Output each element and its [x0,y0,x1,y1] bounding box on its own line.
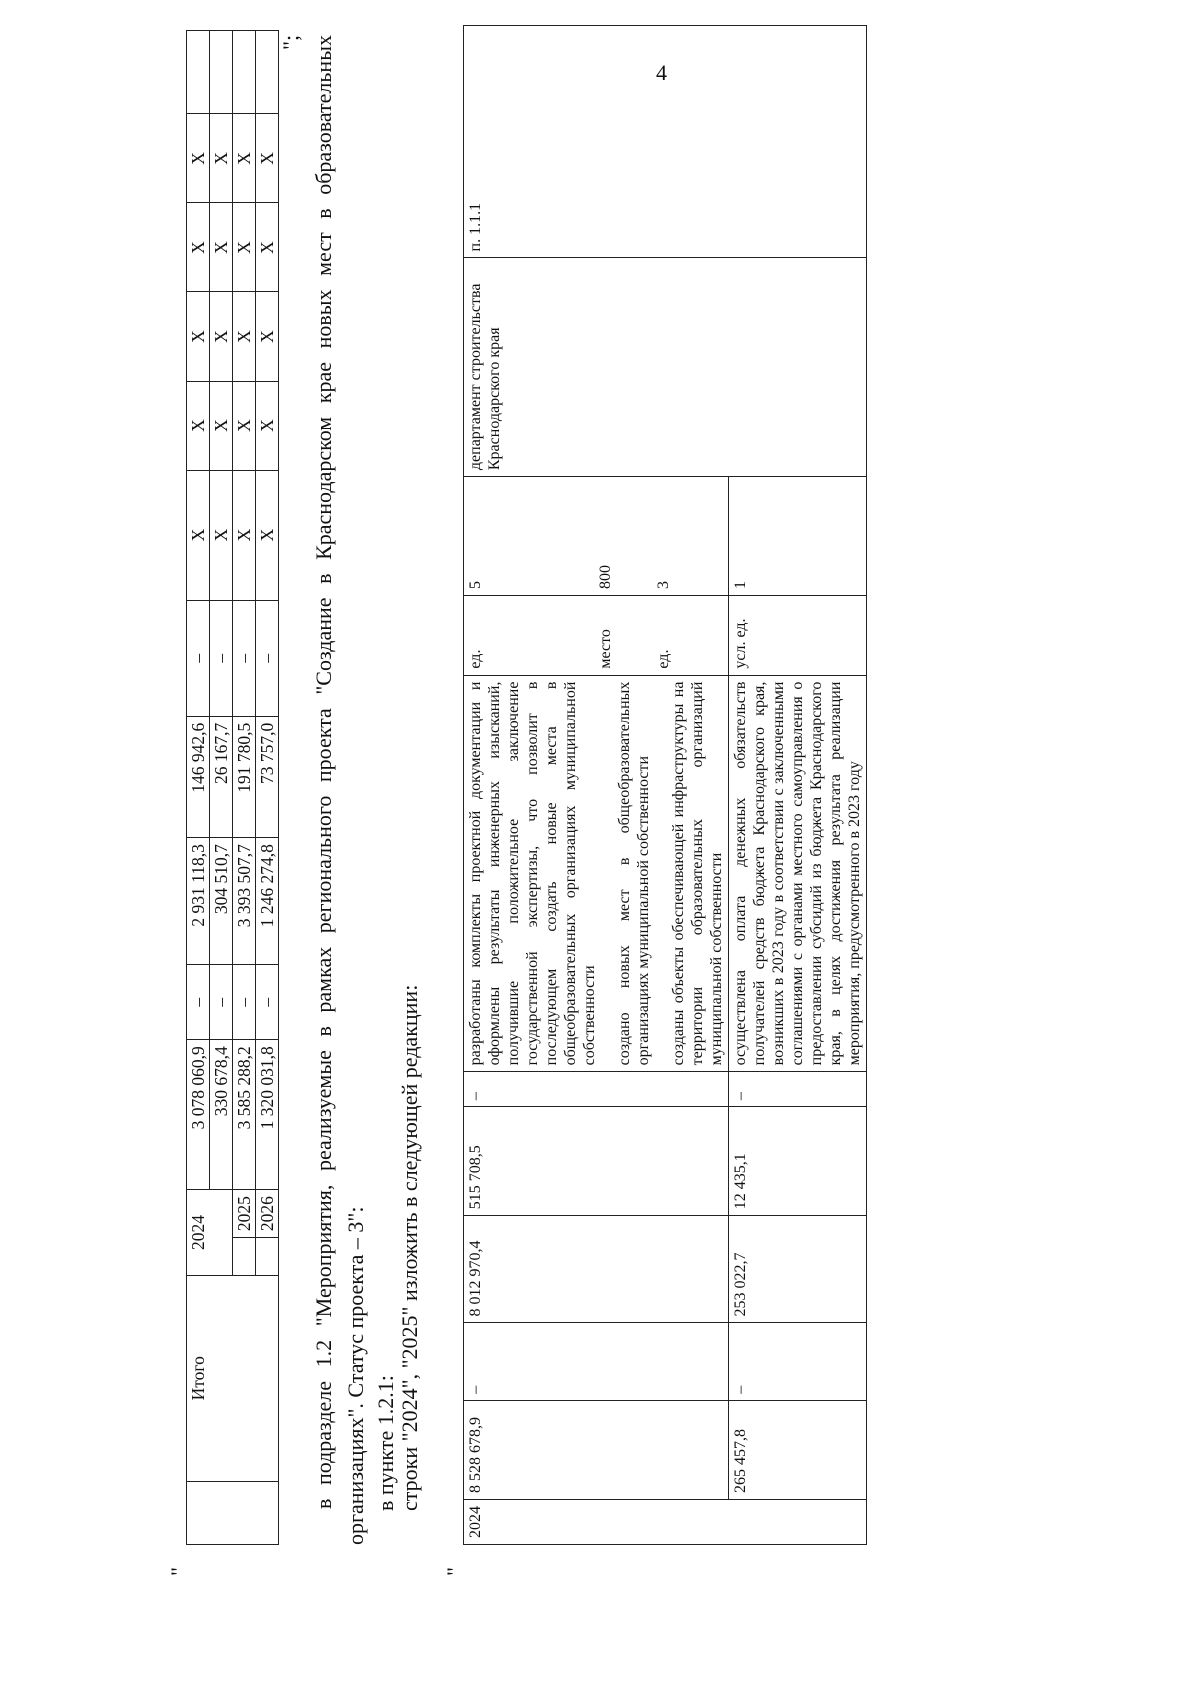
results-cell [464,675,729,1072]
mun-cell: 146 942,6 [187,716,210,837]
quote-open-top: " [166,1567,191,1576]
bottom-table [463,25,867,1545]
x-cell: X [256,292,279,381]
mun-cell: 515 708,5 [464,1107,729,1216]
rows-line: строки "2024", "2025" изложить в следующей редакции: [397,984,422,1511]
reg-cell: 1 246 274,8 [256,838,279,965]
x-cell: X [256,203,279,292]
reference-cell: п. 1.1.1 [464,26,867,258]
x-cell: X [187,470,210,600]
fed-cell: – [256,965,279,1040]
unit-value: место [597,629,614,669]
x-cell: X [233,470,256,600]
mun-cell: 12 435,1 [729,1107,867,1216]
fed-cell: – [210,965,233,1040]
total-cell: 1 320 031,8 [256,1040,279,1190]
x-cell: X [187,292,210,381]
x-cell: X [233,203,256,292]
x-cell: X [187,203,210,292]
year-cell: 2024 [464,1500,867,1545]
result-text: создано новых мест в общеобразовательных организациях муниципальной собственности [616,681,652,1066]
quote-open-bottom: " [442,1567,467,1576]
mun-cell: 26 167,7 [210,716,233,837]
reg-cell: 304 510,7 [210,838,233,965]
empty-cell [256,31,279,114]
executor-cell: департамент строительства Краснодарского края [464,258,867,477]
year-cell: 2026 [256,1190,279,1238]
paragraph-section-1-2: в подразделе 1.2 "Мероприятия, реализуемые в рамках регионального проекта "Создание в Краснодарском крае новых мест в образовательных организациях". Статус проекта – 3": [311,35,368,1545]
rotated-content [166,0,1200,1580]
itogo-label: Итого [187,1275,279,1481]
value-cell: 1 [729,477,867,596]
other-cell: – [187,600,210,716]
x-cell: X [256,381,279,470]
empty-cell [210,31,233,114]
x-cell: X [210,381,233,470]
unit-value: ед. [467,649,484,669]
empty-cell [233,31,256,114]
x-cell: X [187,114,210,203]
fed-cell: – [729,1323,867,1400]
reg-cell: 3 393 507,7 [233,838,256,965]
empty-cell [256,1238,279,1276]
top-table [186,30,279,1545]
other-cell: – [256,600,279,716]
mun-cell: 191 780,5 [233,716,256,837]
total-cell: 330 678,4 [210,1040,233,1190]
total-cell: 265 457,8 [729,1400,867,1499]
x-cell: X [210,203,233,292]
mun-cell: 73 757,0 [256,716,279,837]
point-line: в пункте 1.2.1: [373,1375,398,1511]
reg-cell: 8 012 970,4 [464,1216,729,1323]
x-cell: X [210,470,233,600]
total-cell: 3 078 060,9 [187,1040,210,1190]
empty-cell [187,31,210,114]
value-cell [464,477,729,596]
year-cell: 2024 [187,1190,233,1276]
reg-cell: 2 931 118,3 [187,838,210,965]
result-text: осуществлена оплата денежных обязательств получателей средств бюджета Краснодарского края, возникших в 2023 году в соответствии с заключенными соглашениями с органами местного самоуправления о предоставлении субсидий из бюджета Краснодарского края, в целях достижения результата реализации мероприятия, предусмотренного в 2023 году [729,675,867,1072]
page-number: 4 [656,60,667,85]
x-cell: X [233,114,256,203]
x-cell: X [233,292,256,381]
total-cell: 3 585 288,2 [233,1040,256,1190]
result-text: разработаны комплекты проектной документации и оформлены результаты инженерных изысканий, получившие положительное заключение государственной экспертизы, что позволит в последующем создать новые места в общеобразовательных организациях муниципальной собственности [467,681,598,1066]
result-value: 3 [655,580,672,589]
fed-cell: – [233,965,256,1040]
year-cell: 2025 [233,1190,256,1238]
fed-cell: – [187,965,210,1040]
total-cell: 8 528 678,9 [464,1400,729,1499]
x-cell: X [256,470,279,600]
other-cell: – [233,600,256,716]
x-cell: X [256,114,279,203]
unit-cell: усл. ед. [729,595,867,675]
unit-value: ед. [655,649,672,669]
x-cell: X [233,381,256,470]
x-cell: X [210,114,233,203]
unit-cell [464,595,729,675]
other-cell: – [729,1072,867,1107]
quote-close-top: "; [278,34,303,50]
reg-cell: 253 022,7 [729,1216,867,1323]
fed-cell: – [464,1323,729,1400]
result-value: 5 [467,580,484,589]
other-cell: – [210,600,233,716]
table-row [464,26,729,1545]
top-table-row [187,31,210,1545]
result-value: 800 [597,564,614,589]
top-table-empty-cell [187,1481,279,1544]
empty-cell [233,1238,256,1276]
result-text: созданы объекты обеспечивающей инфраструктуры на территории образовательных организаций муниципальной собственности [670,681,725,1066]
x-cell: X [210,292,233,381]
other-cell: – [464,1072,729,1107]
x-cell: X [187,381,210,470]
paragraph-point-1-2-1 [374,985,422,1545]
